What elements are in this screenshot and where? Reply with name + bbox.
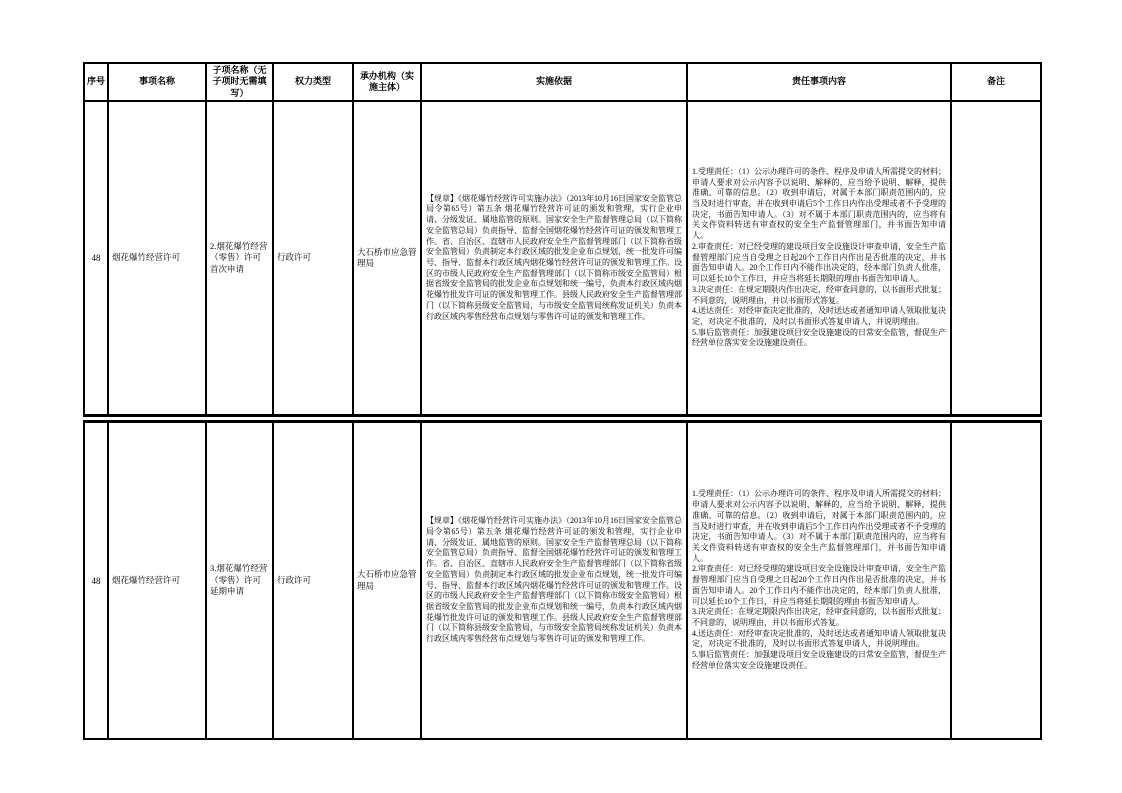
duty-item: 1.受理责任：（1）公示办理许可的条件、程序及申请人所需提交的材料；申请人要求对公示内容予以说明、解释的，应当给予说明、解释，提供准确、可靠的信息。（2）收到申请后，对属于本部门职责范围内的，应当及时进行审查，并在收到申请后5个工作日内作出受理或者不予受理的决定，书面告知申请人。（3）对不属于本部门职责范围内的，应当将有关文件资料转送有审查权的安全生产监督管理部门，并书面告知申请人。 [692,166,946,241]
duty-item: 2.审查责任：对已经受理的建设项目安全设施设计审查申请，安全生产监督管理部门应当自受理之日起20个工作日内作出是否批准的决定，并书面告知申请人。20个工作日内不能作出决定的，经本部门负责人批准，可以延长10个工作日，并应当将延长期限的理由书面告知申请人。 [692,564,946,606]
col-header-seq: 序号 [84,63,108,101]
header-row [84,63,1041,101]
duty-item: 5.事后监管责任：加强建设项目安全设施建设的日常安全监管，督促生产经营单位落实安全设施建设责任。 [692,327,946,348]
duty-item: 4.送达责任：对经审查决定批准的，及时送达或者通知申请人领取批复决定，对决定不批准的，及时以书面形式答复申请人，并说明理由。 [692,306,946,326]
cell-item-name: 烟花爆竹经营许可 [108,101,206,419]
cell-duties [687,419,951,739]
cell-item-name: 烟花爆竹经营许可 [108,419,206,739]
cell-duties [687,101,951,419]
cell-seq: 48 [84,419,108,739]
cell-power-type: 行政许可 [273,419,353,739]
col-header-power-type: 权力类型 [273,63,353,101]
col-header-basis: 实施依据 [421,63,687,101]
cell-sub-item: 2.烟花爆竹经营（零售）许可首次申请 [206,101,273,419]
duty-item: 2.审查责任：对已经受理的建设项目安全设施设计审查申请，安全生产监督管理部门应当自受理之日起20个工作日内作出是否批准的决定，并书面告知申请人。20个工作日内不能作出决定的，经本部门负责人批准，可以延长10个工作日，并应当将延长期限的理由书面告知申请人。 [692,241,946,284]
cell-seq: 48 [84,101,108,419]
duty-item: 4.送达责任：对经审查决定批准的，及时送达或者通知申请人领取批复决定，对决定不批准的，及时以书面形式答复申请人，并说明理由。 [692,628,946,649]
table-row [84,419,1041,739]
cell-power-type: 行政许可 [273,101,353,419]
cell-basis: 【规章】《烟花爆竹经营许可实施办法》（2013年10月16日国家安全监管总局令第65号）第五条 烟花爆竹经营许可证的颁发和管理，实行企业申请、分级发证、属地监管的原则。国家安全生产监督管理总局（以下简称安全监管总局）负责指导、监督全国烟花爆竹经营许可证的颁发和管理工作。省、自治区、直辖市人民政府安全生产监督管理部门（以下简称省级安全监管局）负责制定本行政区域的批发企业布点规划，统一批发许可编号、指导、监督本行政区域内烟花爆竹经营许可证的颁发和管理工作。设区的市级人民政府安全生产监督管理部门（以下简称市级安全监管局）根据省级安全监管局的批发企业布点规划和统一编号，负责本行政区域内烟花爆竹批发许可证的颁发和管理工作。县级人民政府安全生产监督管理部门（以下简称县级安全监管局，与市级安全监管局统称发证机关）负责本行政区域内零售经营布点规划与零售许可证的颁发和管理工作。 [421,101,687,419]
duty-item: 3.决定责任：在规定期限内作出决定，经审查同意的，以书面形式批复；不同意的，说明理由，并以书面形式答复。 [692,284,946,305]
cell-sub-item: 3.烟花爆竹经营（零售）许可延期申请 [206,419,273,739]
cell-agency: 大石桥市应急管理局 [353,419,421,739]
col-header-remark: 备注 [951,63,1041,101]
cell-remark [951,419,1041,739]
cell-agency: 大石桥市应急管理局 [353,101,421,419]
duty-item: 3.决定责任：在规定期限内作出决定，经审查同意的，以书面形式批复；不同意的，说明理由，并以书面形式答复。 [692,607,946,628]
duty-item: 1.受理责任：（1）公示办理许可的条件、程序及申请人所需提交的材料；申请人要求对公示内容予以说明、解释的，应当给予说明、解释，提供准确、可靠的信息。（2）收到申请后，对属于本部门职责范围内的，应当及时进行审查，并在收到申请后5个工作日内作出受理或者不予受理的决定，书面告知申请人。（3）对不属于本部门职责范围内的，应当将有关文件资料转送有审查权的安全生产监督管理部门，并书面告知申请人。 [692,489,946,563]
col-header-duties: 责任事项内容 [687,63,951,101]
cell-basis: 【规章】《烟花爆竹经营许可实施办法》（2013年10月16日国家安全监管总局令第65号）第五条 烟花爆竹经营许可证的颁发和管理，实行企业申请、分级发证、属地监管的原则。国家安全生产监督管理总局（以下简称安全监管总局）负责指导、监督全国烟花爆竹经营许可证的颁发和管理工作。省、自治区、直辖市人民政府安全生产监督管理部门（以下简称省级安全监管局）负责制定本行政区域的批发企业布点规划，统一批发许可编号、指导、监督本行政区域内烟花爆竹经营许可证的颁发和管理工作。设区的市级人民政府安全生产监督管理部门（以下简称市级安全监管局）根据省级安全监管局的批发企业布点规划和统一编号，负责本行政区域内烟花爆竹批发许可证的颁发和管理工作。县级人民政府安全生产监督管理部门（以下简称县级安全监管局，与市级安全监管局统称发证机关）负责本行政区域内零售经营布点规划与零售许可证的颁发和管理工作。 [421,419,687,739]
col-header-item-name: 事项名称 [108,63,206,101]
cell-remark [951,101,1041,419]
duty-item: 5.事后监管责任：加强建设项目安全设施建设的日常安全监管，督促生产经营单位落实安全设施建设责任。 [692,650,946,670]
permit-responsibility-table [83,62,1042,740]
col-header-sub-item: 子项名称（无子项时无需填写） [206,63,273,101]
table-row [84,101,1041,419]
col-header-agency: 承办机构（实施主体） [353,63,421,101]
